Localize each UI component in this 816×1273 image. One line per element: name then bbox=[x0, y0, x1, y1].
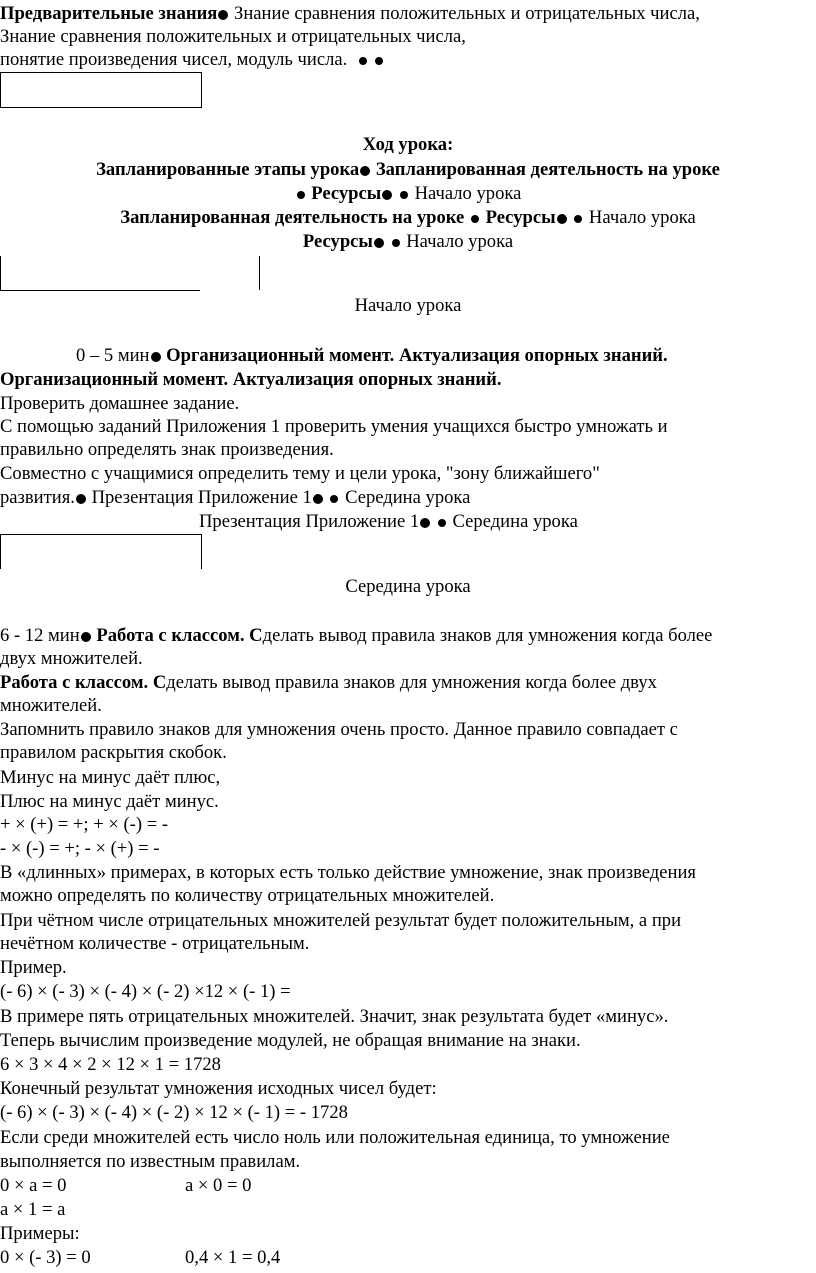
middle-line: множителей. bbox=[0, 695, 102, 716]
lesson-title: Ход урока: bbox=[362, 134, 454, 155]
middle-line: правилом раскрытия скобок. bbox=[0, 742, 227, 763]
prior-knowledge-line2: Знание сравнения положительных и отрицательных числа, bbox=[0, 26, 466, 47]
middle-line: Конечный результат умножения исходных чисел будет: bbox=[0, 1078, 437, 1099]
bullet-icon bbox=[374, 238, 384, 248]
table-border bbox=[0, 256, 1, 290]
middle-line: Запомнить правило знаков для умножения очень просто. Данное правило совпадает с bbox=[0, 719, 678, 740]
middle-line: Если среди множителей есть число ноль или положительная единица, то умножение bbox=[0, 1127, 670, 1148]
table-border bbox=[0, 290, 200, 291]
start-p3a: Совместно с учащимися определить тему и цели урока, "зону ближайшего" bbox=[0, 463, 600, 484]
middle-line: В примере пять отрицательных множителей. Значит, знак результата будет «минус». bbox=[0, 1006, 669, 1027]
examples-label: Примеры: bbox=[0, 1223, 80, 1244]
prior-knowledge-heading: Предварительные знания bbox=[0, 3, 218, 24]
example-row1a: 0 × (- 3) = 0 bbox=[0, 1247, 91, 1268]
middle-line: двух множителей. bbox=[0, 648, 143, 669]
middle-line: + × (+) = +; + × (-) = - bbox=[0, 814, 169, 835]
bullet-icon bbox=[151, 352, 161, 362]
middle-line: Пример. bbox=[0, 957, 67, 978]
start-time-row: 0 – 5 мин Организационный момент. Актуализация опорных знаний. bbox=[76, 345, 668, 366]
middle-line: Теперь вычислим произведение модулей, не обращая внимание на знаки. bbox=[0, 1030, 581, 1051]
rule-row1b: a × 0 = 0 bbox=[185, 1175, 252, 1196]
bullet-icon bbox=[360, 166, 370, 176]
middle-line: выполняется по известным правилам. bbox=[0, 1151, 301, 1172]
middle-section-heading: Середина урока bbox=[345, 576, 471, 597]
bullet-icon bbox=[438, 519, 446, 527]
bullet-icon bbox=[392, 239, 400, 247]
bullet-icon bbox=[382, 190, 392, 200]
middle-line: Минус на минус даёт плюс, bbox=[0, 767, 221, 788]
bullet-icon bbox=[375, 57, 383, 65]
start-p2a: С помощью заданий Приложения 1 проверить умения учащихся быстро умножать и bbox=[0, 416, 668, 437]
bullet-icon bbox=[218, 10, 228, 20]
middle-line: В «длинных» примерах, в которых есть только действие умножение, знак произведения bbox=[0, 862, 696, 883]
empty-table-cell bbox=[0, 72, 202, 108]
start-title: Организационный момент. Актуализация опорных знаний. bbox=[0, 369, 502, 390]
bullet-icon bbox=[420, 518, 430, 528]
bullet-icon bbox=[471, 215, 479, 223]
bullet-icon bbox=[297, 191, 305, 199]
table-border bbox=[259, 256, 260, 290]
middle-line: можно определять по количеству отрицательных множителей. bbox=[0, 885, 495, 906]
middle-line: (- 6) × (- 3) × (- 4) × (- 2) × 12 × (- 1) = - 1728 bbox=[0, 1102, 348, 1123]
start-p1: Проверить домашнее задание. bbox=[0, 393, 240, 414]
prior-knowledge-line3 bbox=[0, 48, 385, 71]
example-row1b: 0,4 × 1 = 0,4 bbox=[185, 1247, 281, 1268]
start-section-heading: Начало урока bbox=[354, 295, 462, 316]
presentation-row: Презентация Приложение 1 Середина урока bbox=[199, 511, 578, 532]
bullet-icon bbox=[313, 494, 323, 504]
middle-time-row: 6 - 12 мин Работа с классом. Сделать вывод правила знаков для умножения когда более bbox=[0, 625, 713, 646]
middle-line: - × (-) = +; - × (+) = - bbox=[0, 838, 160, 859]
bullet-icon bbox=[557, 214, 567, 224]
bullet-icon bbox=[400, 191, 408, 199]
middle-line: 6 × 3 × 4 × 2 × 12 × 1 = 1728 bbox=[0, 1054, 221, 1075]
bullet-icon bbox=[330, 495, 338, 503]
start-p2b: правильно определять знак произведения. bbox=[0, 439, 334, 460]
middle-line: (- 6) × (- 3) × (- 4) × (- 2) ×12 × (- 1) = bbox=[0, 981, 291, 1002]
prior-knowledge-text3: понятие произведения чисел, модуль числа. bbox=[0, 49, 348, 70]
lesson-header-row4: Ресурсы Начало урока bbox=[302, 231, 514, 252]
bullet-icon bbox=[76, 494, 86, 504]
lesson-header-row1: Запланированные этапы урока Запланированная деятельность на уроке bbox=[96, 159, 720, 180]
rule-row1a: 0 × a = 0 bbox=[0, 1175, 67, 1196]
lesson-header-row2: Ресурсы Начало урока bbox=[0, 182, 816, 205]
bullet-icon bbox=[574, 215, 582, 223]
rule-row2: a × 1 = a bbox=[0, 1199, 66, 1220]
lesson-header-row3: Запланированная деятельность на уроке Ресурсы Начало урока bbox=[120, 207, 696, 228]
middle-work-row: Работа с классом. Сделать вывод правила знаков для умножения когда более двух bbox=[0, 672, 657, 693]
bullet-icon bbox=[359, 57, 367, 65]
middle-line: При чётном числе отрицательных множителей результат будет положительным, а при bbox=[0, 910, 682, 931]
empty-table-cell bbox=[0, 534, 202, 569]
prior-knowledge-line1 bbox=[0, 2, 700, 25]
middle-line: нечётном количестве - отрицательным. bbox=[0, 933, 310, 954]
bullet-icon bbox=[81, 632, 91, 642]
prior-knowledge-text: Знание сравнения положительных и отрицательных числа, bbox=[234, 3, 700, 24]
start-p3b: развития. Презентация Приложение 1 Середина урока bbox=[0, 487, 471, 508]
middle-line: Плюс на минус даёт минус. bbox=[0, 791, 219, 812]
